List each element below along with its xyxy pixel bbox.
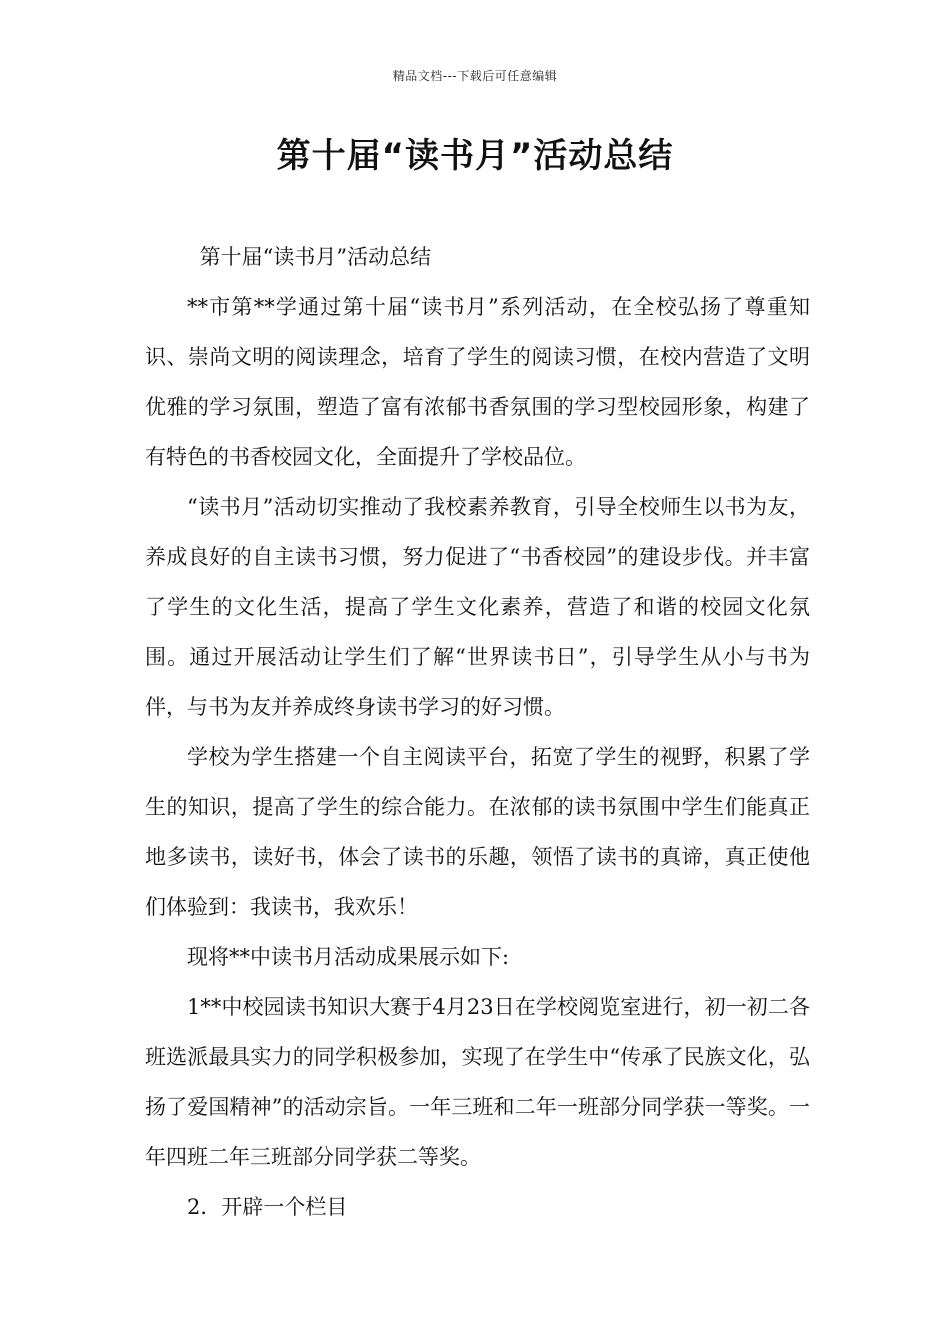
paragraph-impact: “读书月”活动切实推动了我校素养教育，引导全校师生以书为友，养成良好的自主读书习惯，努力促进了“书香校园”的建设步伐。并丰富了学生的文化生活，提高了学生文化素养，营造了和谐的校园文化氛围。通过开展活动让学生们了解“世界读书日”，引导学生从小与书为伴，与书为友并养成终身读书学习的好习惯。 [145, 495, 810, 719]
paragraph-subtitle: 第十届“读书月”活动总结 [199, 245, 432, 269]
document-title: 第十届“读书月”活动总结 [276, 136, 674, 176]
paragraph-intro: **市第**学通过第十届“读书月”系列活动，在全校弘扬了尊重知识、崇尚文明的阅读理念，培育了学生的阅读习惯，在校内营造了文明优雅的学习氛围，塑造了富有浓郁书香氛围的学习型校园形象，构建了有特色的书香校园文化，全面提升了学校品位。 [145, 295, 810, 469]
header-note: 精品文档---下载后可任意编辑 [392, 69, 558, 83]
paragraph-item-1: 1**中校园读书知识大赛于4月23日在学校阅览室进行，初一初二各班选派最具实力的同学积极参加，实现了在学生中“传承了民族文化，弘扬了爱国精神”的活动宗旨。一年三班和二年一班部分同学获一等奖。一年四班二年三班部分同学获二等奖。 [145, 995, 810, 1169]
document-body [145, 232, 810, 1232]
paragraph-results-intro: 现将**中读书月活动成果展示如下: [187, 945, 510, 969]
paragraph-item-2: 2．开辟一个栏目 [187, 1195, 348, 1219]
paragraph-platform: 学校为学生搭建一个自主阅读平台，拓宽了学生的视野，积累了学生的知识，提高了学生的综合能力。在浓郁的读书氛围中学生们能真正地多读书，读好书，体会了读书的乐趣，领悟了读书的真谛，真正使他们体验到：我读书，我欢乐！ [145, 745, 810, 919]
